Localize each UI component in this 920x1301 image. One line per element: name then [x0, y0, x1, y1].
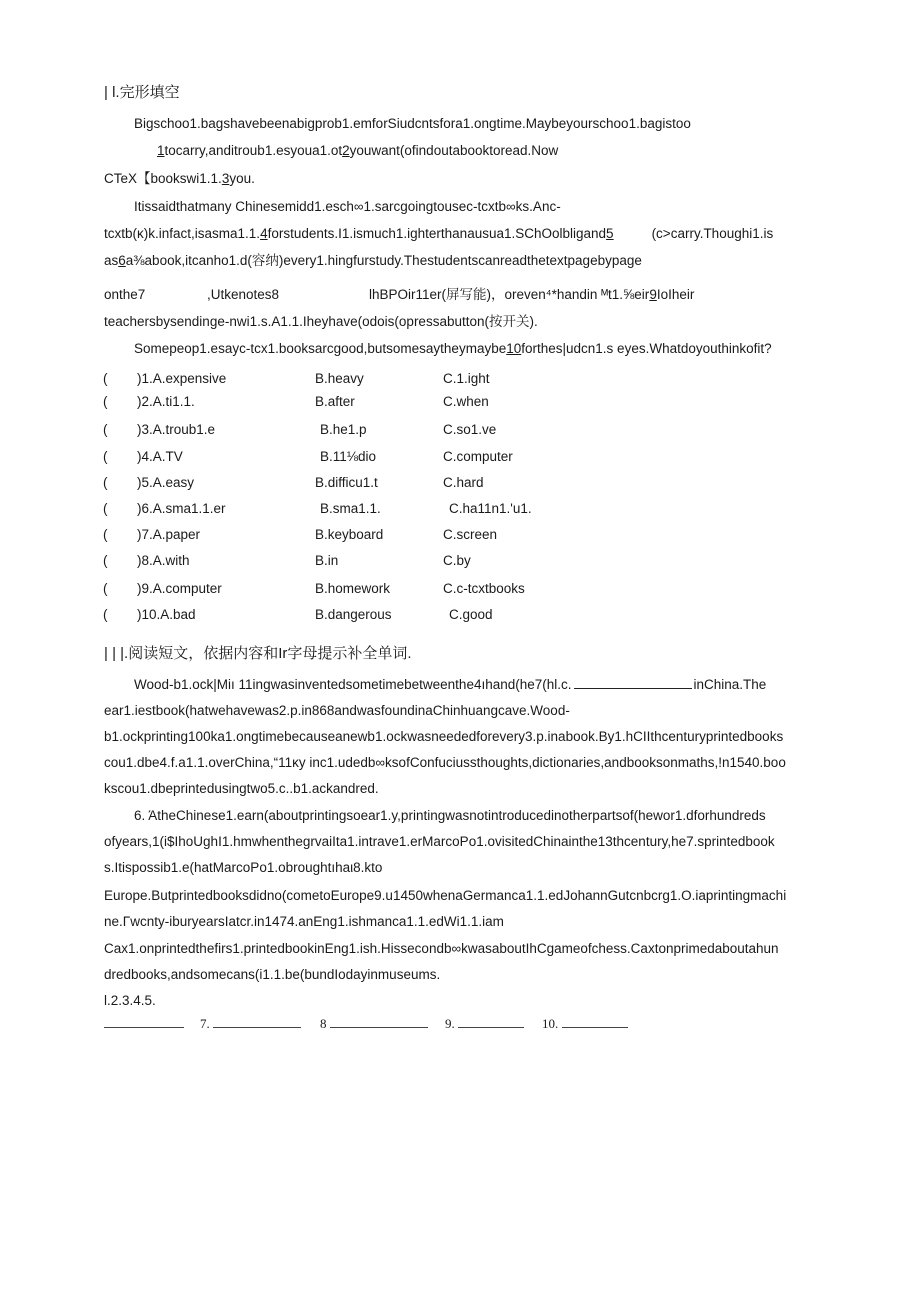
- question-option-b: B.11⅛dio: [320, 449, 377, 464]
- passage-line-segment: ,Utkenotes8: [207, 287, 280, 302]
- passage-line: 6. ΆtheChinese1.earn(aboutprintingsoear1.y,printingwasnotintroducedinotherpartsof(hewor1.dforhundreds: [134, 808, 766, 823]
- blank-number: 3: [221, 171, 230, 186]
- passage-line: s.Itispossib1.e(hatMarcoPo1.obroughtıhaι8.kto: [104, 860, 383, 875]
- question-option-c: C.hard: [443, 475, 484, 490]
- passage-line: Cax1.onprintedthefirs1.printedbookinEng1.ish.Hissecondb∞kwasaboutIhCgameofchess.Caxtonprimedaboutahun: [104, 941, 779, 956]
- passage-line: teachersbysendinge-nwi1.s.A1.1.Iheyhave(odois(opressabutton(按开关).: [104, 314, 538, 329]
- blank-number: 10.: [542, 1016, 559, 1031]
- question-option-b: B.difficu1.t: [315, 475, 378, 490]
- answer-blank[interactable]: [213, 1015, 301, 1028]
- question-option-a: )9.A.computer: [137, 581, 222, 596]
- passage-line: Bigschoo1.bagshavebeenabigprob1.emforSiudcntsfora1.ongtime.Maybeyourschoo1.bagistoo: [134, 116, 691, 131]
- passage-line: b1.ockprinting100ka1.ongtimebecauseanewb1.ockwasneededforevery3.p.inabook.By1.hCIIthcenturyprintedbooks: [104, 729, 784, 744]
- question-option-c: C.good: [449, 607, 493, 622]
- question-option-c: C.ha11n1.'u1.: [449, 501, 532, 516]
- answer-paren[interactable]: (: [103, 553, 108, 568]
- passage-line: dredbooks,andsomecans(i1.1.be(bundIodayinmuseums.: [104, 967, 441, 982]
- section-1-title: | l.完形填空: [104, 84, 180, 101]
- answer-paren[interactable]: (: [103, 475, 108, 490]
- blank-number: 7.: [200, 1016, 210, 1031]
- blank-number: 1: [157, 143, 165, 158]
- question-option-a: )6.A.sma1.1.er: [137, 501, 226, 516]
- passage-line: onthe7: [104, 287, 146, 302]
- question-option-c: C.computer: [443, 449, 513, 464]
- question-option-b: B.after: [315, 394, 355, 409]
- question-option-b: B.sma1.1.: [320, 501, 381, 516]
- answer-blank[interactable]: [562, 1015, 628, 1028]
- passage-line: tcxtb(κ)k.infact,isasma1.1.4forstudents.I1.ismuch1.ighterthanausua1.SChOolbligand5 (c>carry.Thoughi1.is: [104, 226, 774, 241]
- question-option-b: B.homework: [315, 581, 391, 596]
- blank-number: 5: [606, 226, 614, 241]
- passage-line: Europe.Butprintedbooksdidno(cometoEurope9.u1450whenaGermanca1.1.edJohannGutcnbcrg1.O.iaprintingmachi: [104, 888, 787, 903]
- answer-paren[interactable]: (: [103, 394, 108, 409]
- answer-paren[interactable]: (: [103, 371, 108, 386]
- answer-paren[interactable]: (: [103, 501, 108, 516]
- blank-number: 9: [649, 287, 657, 302]
- blank-number: 10: [506, 341, 522, 356]
- question-option-b: B.in: [315, 553, 339, 568]
- blank-number: 6: [118, 253, 126, 268]
- answer-blank[interactable]: [104, 1015, 184, 1028]
- question-option-b: B.keyboard: [315, 527, 384, 542]
- question-option-a: )2.A.ti1.1.: [137, 394, 195, 409]
- section-3-title: | | |.阅读短文，依据内容和Ir字母提示补全单词.: [104, 645, 412, 662]
- answer-blank[interactable]: [330, 1015, 428, 1028]
- passage-line: ear1.iestbook(hatwehavewas2.p.in868andwasfoundinaChinhuangcave.Wood-: [104, 703, 570, 718]
- question-option-c: C.by: [443, 553, 471, 568]
- question-option-b: B.he1.p: [320, 422, 367, 437]
- question-option-c: C.screen: [443, 527, 498, 542]
- passage-line: as6a⅜abook,itcanho1.d(容纳)every1.hingfurstudy.Thestudentscanreadthetextpagebypage: [104, 253, 642, 268]
- answer-paren[interactable]: (: [103, 581, 108, 596]
- passage-line: kscou1.dbeprintedusingtwo5.c..b1.ackandred.: [104, 781, 379, 796]
- question-option-c: C.c-tcxtbooks: [443, 581, 525, 596]
- blank-number: 9.: [445, 1016, 455, 1031]
- passage-line: ofyears,1(i$IhoUghI1.hmwhenthegrvaiIta1.intrave1.erMarcoPo1.ovisitedChinainthe13thcentury,he7.sprintedbook: [104, 834, 775, 849]
- answer-paren[interactable]: (: [103, 607, 108, 622]
- passage-line: Somepeop1.esayc-tcx1.booksarcgood,butsomesaytheymaybe10forthes|udcn1.s eyes.Whatdoyouthinkofit?: [134, 341, 772, 356]
- question-option-c: C.so1.ve: [443, 422, 497, 437]
- answer-label: l.2.3.4.5.: [104, 993, 156, 1008]
- question-option-a: )10.A.bad: [137, 607, 196, 622]
- blank-number: 2: [342, 143, 350, 158]
- answer-paren[interactable]: (: [103, 422, 108, 437]
- question-option-a: )5.A.easy: [137, 475, 195, 490]
- passage-line: cou1.dbe4.f.a1.1.overChina,“11κy inc1.udedb∞ksofConfuciussthoughts,dictionaries,andbooksonmaths,!n1540.boo: [104, 755, 786, 770]
- question-option-a: )7.A.paper: [137, 527, 201, 542]
- question-option-a: )4.A.TV: [137, 449, 183, 464]
- passage-line: Wood-b1.ock|Miı 11ingwasinventedsometimebetweenthe4ıhand(he7(hl.c. inChina.The: [134, 677, 767, 692]
- answer-paren[interactable]: (: [103, 527, 108, 542]
- passage-line: Itissaidthatmany Chinesemidd1.esch∞1.sarcgoingtousec-tcxtb∞ks.Anc-: [134, 199, 561, 214]
- question-option-a: )8.A.with: [137, 553, 190, 568]
- passage-line-segment: lhBPOir11er(屏写能)，oreven⁴*handin ᴹt1.⅝eir9IoIheir: [369, 287, 695, 302]
- question-option-c: C.when: [443, 394, 489, 409]
- question-option-a: )1.A.expensive: [137, 371, 227, 386]
- passage-line: 1tocarry,anditroub1.esyoua1.ot2youwant(ofindoutabooktoread.Now: [157, 143, 559, 158]
- blank-number: 8: [320, 1016, 327, 1031]
- passage-line: CTeX【bookswi1.1.3you.: [104, 171, 255, 186]
- answer-blank[interactable]: [574, 676, 692, 689]
- question-option-b: B.dangerous: [315, 607, 392, 622]
- passage-line: ne.Γwcnty-iburyearsIatcr.in1474.anEng1.ishmanca1.1.edWi1.1.iam: [104, 914, 504, 929]
- question-option-a: )3.A.troub1.e: [137, 422, 216, 437]
- blank-number: 4: [260, 226, 268, 241]
- question-option-c: C.1.ight: [443, 371, 490, 386]
- answer-paren[interactable]: (: [103, 449, 108, 464]
- question-option-b: B.heavy: [315, 371, 364, 386]
- answer-blank[interactable]: [458, 1015, 524, 1028]
